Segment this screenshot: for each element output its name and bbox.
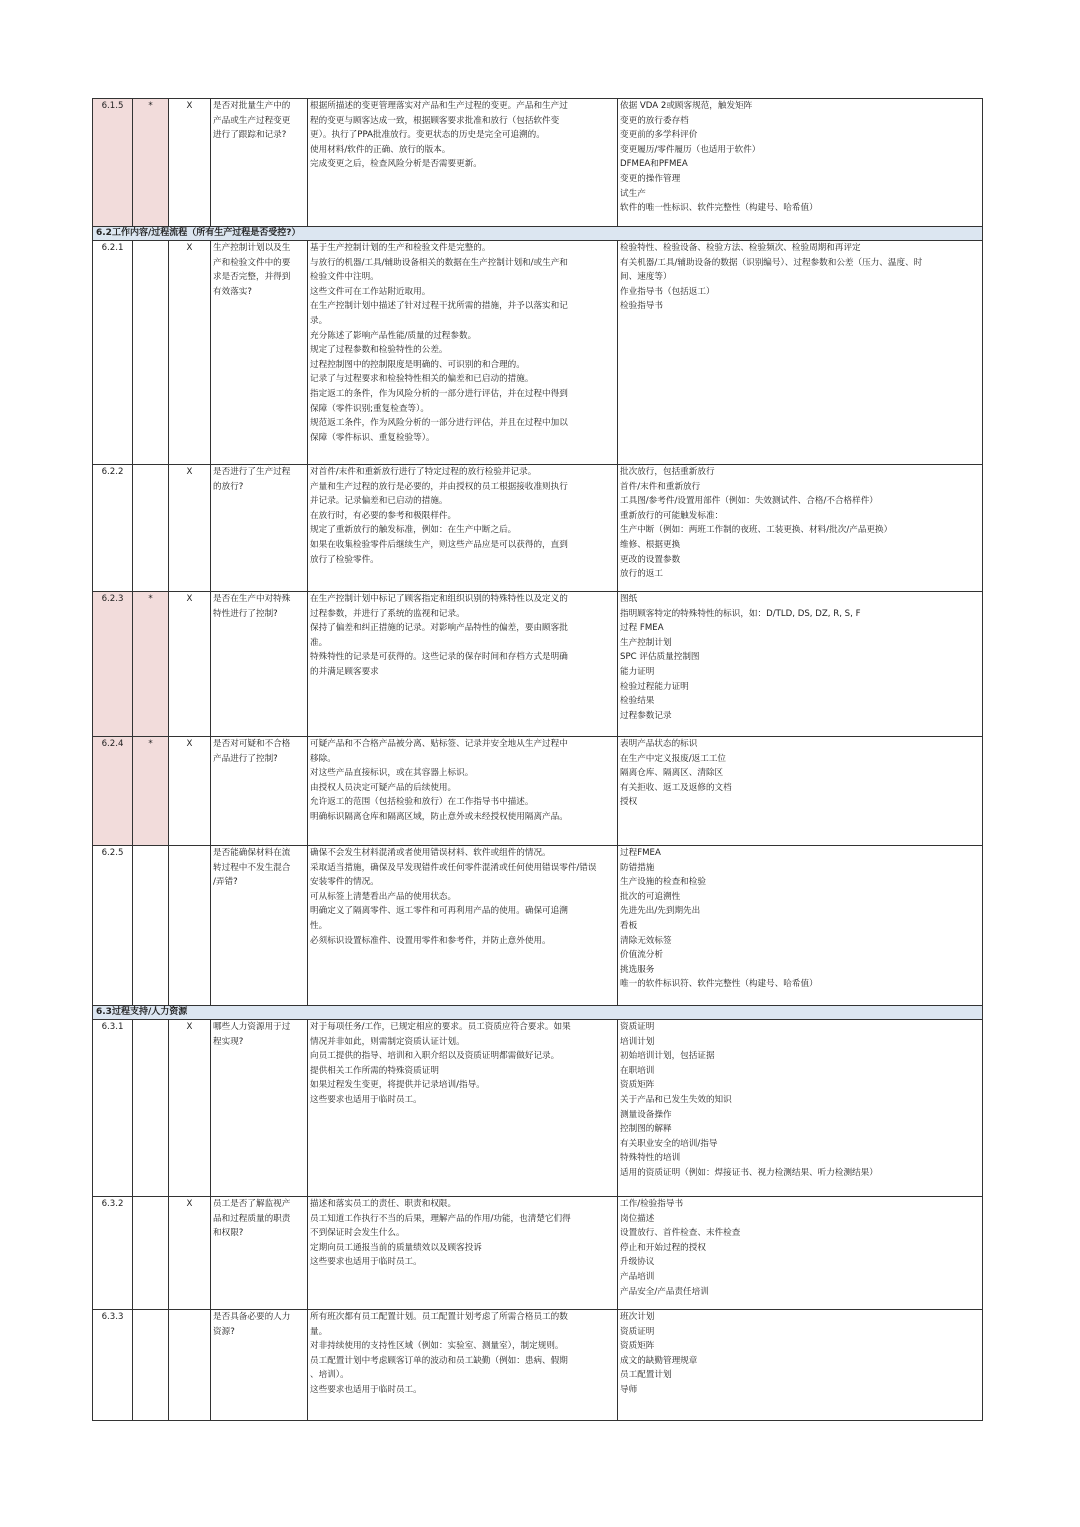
- text-line: 向员工提供的指导、培训和入职介绍以及资质证明都需做好记录。: [310, 1051, 560, 1062]
- text-line: 看板: [620, 920, 638, 931]
- question-cell: [211, 241, 308, 465]
- section-header-row: [93, 227, 983, 241]
- text-line: 工作/检验指导书: [620, 1199, 684, 1209]
- text-line: 哪些人力资源用于过: [213, 1022, 291, 1032]
- text-line: 依据 VDA 2或顾客规范，触发矩阵: [620, 101, 753, 111]
- text-line: 、培训）。: [310, 1370, 349, 1381]
- text-line: 对这些产品直接标识，或在其容器上标识。: [310, 768, 474, 779]
- text-line: 是否对可疑和不合格: [213, 739, 291, 749]
- requirements-cell: [308, 846, 618, 1006]
- text-line: 如果过程发生变更，将提供并记录培训/指导。: [310, 1080, 485, 1091]
- examples-cell: [618, 737, 983, 846]
- text-line: 在职培训: [620, 1065, 655, 1076]
- text-line: 这些文件可在工作站附近取用。: [310, 286, 431, 297]
- text-line: 在放行时，有必要的参考和极限样件。: [310, 510, 457, 521]
- question-cell: [211, 465, 308, 592]
- text-line: 可疑产品和不合格产品被分离、贴标签、记录并安全地从生产过程中: [310, 739, 568, 749]
- text-line: 首件/末件和重新放行: [620, 481, 701, 492]
- examples-cell: [618, 846, 983, 1006]
- text-line: 的并满足顾客要求: [310, 666, 379, 677]
- examples-cell: [618, 1310, 983, 1421]
- text-line: 隔离仓库、隔离区、清除区: [620, 768, 724, 779]
- question-cell: [211, 846, 308, 1006]
- item-number: 6.3.1: [93, 1020, 133, 1197]
- text-line: 不到保证时会发生什么。: [310, 1228, 405, 1239]
- examples-cell: [618, 1020, 983, 1197]
- text-line: 使用材料/软件的正确、放行的版本。: [310, 144, 451, 155]
- text-line: 过程参数记录: [620, 710, 672, 721]
- text-line: 价值流分析: [620, 950, 663, 961]
- text-line: 员工是否了解监视产: [213, 1199, 291, 1209]
- text-line: 检验指导书: [620, 301, 663, 312]
- audit-checklist-table: [92, 98, 983, 1421]
- x-marker: X: [169, 592, 211, 737]
- text-line: 停止和开始过程的授权: [620, 1242, 706, 1253]
- text-line: 唯一的软件标识符、软件完整性（构建号、哈希值）: [620, 979, 818, 990]
- text-line: 对首件/末件和重新放行进行了特定过程的放行检验并记录。: [310, 467, 537, 477]
- requirements-cell: [308, 1197, 618, 1310]
- text-line: 关于产品和已发生失效的知识: [620, 1094, 732, 1105]
- question-cell: [211, 1020, 308, 1197]
- examples-cell: [618, 99, 983, 227]
- text-line: 挑选服务: [620, 964, 655, 975]
- text-line: 资质证明: [620, 1326, 655, 1337]
- text-line: 培训计划: [620, 1036, 655, 1047]
- x-marker: X: [169, 1020, 211, 1197]
- text-line: 放行的返工: [620, 569, 663, 580]
- text-line: 控制图的解释: [620, 1124, 672, 1135]
- text-line: 情况并非如此，则需制定资质认证计划。: [310, 1036, 465, 1047]
- text-line: 员工配置计划: [620, 1370, 672, 1381]
- text-line: 软件的唯一性标识、软件完整性（构建号、哈希值）: [620, 203, 818, 214]
- text-line: 进行了跟踪和记录?: [213, 130, 287, 141]
- text-line: 适用的资质证明（例如：焊接证书、视力检测结果、听力检测结果）: [620, 1167, 878, 1178]
- text-line: 规定了重新放行的触发标准，例如：在生产中断之后。: [310, 525, 517, 536]
- text-line: 更）。执行了PPA批准放行。变更状态的历史是完全可追溯的。: [310, 130, 545, 141]
- table-row: [93, 1197, 983, 1310]
- text-line: 明确定义了隔离零件、返工零件和可再利用产品的使用。确保可追溯: [310, 906, 568, 917]
- requirements-cell: [308, 1310, 618, 1421]
- text-line: 与放行的机器/工具/辅助设备相关的数据在生产控制计划和/或生产和: [310, 257, 568, 268]
- text-line: 品和过程质量的职责: [213, 1213, 291, 1224]
- text-line: 产品或生产过程变更: [213, 115, 291, 126]
- requirements-cell: [308, 592, 618, 737]
- question-cell: [211, 1197, 308, 1310]
- table-row: [93, 737, 983, 846]
- table-row: [93, 99, 983, 227]
- table-row: [93, 846, 983, 1006]
- text-line: 班次计划: [620, 1312, 655, 1322]
- text-line: 确保不会发生材料混淆或者使用错误材料、软件或组件的情况。: [310, 848, 551, 858]
- x-marker: X: [169, 99, 211, 227]
- star-marker: [133, 1020, 169, 1197]
- requirements-cell: [308, 99, 618, 227]
- star-marker: *: [133, 737, 169, 846]
- text-line: 岗位描述: [620, 1213, 655, 1224]
- text-line: 提供相关工作所需的特殊资质证明: [310, 1065, 439, 1076]
- text-line: 可从标签上清楚看出产品的使用状态。: [310, 891, 457, 902]
- text-line: 特殊特性的培训: [620, 1153, 681, 1164]
- text-line: 变更履历/零件履历（也适用于软件）: [620, 144, 761, 155]
- text-line: 这些要求也适用于临时员工。: [310, 1094, 422, 1105]
- star-marker: [133, 241, 169, 465]
- text-line: 资质矩阵: [620, 1341, 655, 1352]
- examples-cell: [618, 241, 983, 465]
- text-line: 变更前的多学科评价: [620, 130, 698, 141]
- requirements-cell: [308, 465, 618, 592]
- text-line: 授权: [620, 797, 638, 808]
- text-line: 作业指导书（包括返工）: [620, 286, 715, 297]
- text-line: 完成变更之后，检查风险分析是否需要更新。: [310, 159, 482, 170]
- x-marker: [169, 846, 211, 1006]
- text-line: 量。: [310, 1326, 328, 1337]
- text-line: 所有班次都有员工配置计划。员工配置计划考虑了所需合格员工的数: [310, 1312, 568, 1322]
- text-line: 生产控制计划: [620, 637, 672, 648]
- examples-cell: [618, 592, 983, 737]
- x-marker: X: [169, 465, 211, 592]
- text-line: 产品培训: [620, 1271, 655, 1282]
- text-line: 基于生产控制计划的生产和检验文件是完整的。: [310, 243, 491, 253]
- text-line: 检验结果: [620, 696, 655, 707]
- text-line: 导师: [620, 1384, 638, 1395]
- text-line: 并记录。记录偏差和已启动的措施。: [310, 496, 448, 507]
- text-line: 和权限?: [213, 1228, 244, 1239]
- text-line: 保持了偏差和纠正措施的记录。对影响产品特性的偏差，要由顾客批: [310, 623, 568, 634]
- text-line: 性。: [310, 920, 328, 931]
- text-line: 试生产: [620, 188, 646, 199]
- text-line: 有效落实?: [213, 286, 252, 297]
- text-line: 明确标识隔离仓库和隔离区域，防止意外或未经授权使用隔离产品。: [310, 811, 568, 822]
- text-line: 成文的缺勤管理规章: [620, 1355, 698, 1366]
- question-cell: [211, 1310, 308, 1421]
- star-marker: *: [133, 592, 169, 737]
- text-line: 变更的放行委存档: [620, 115, 689, 126]
- text-line: 转过程中不发生混合: [213, 862, 291, 873]
- text-line: 记录了与过程要求和检验特性相关的偏差和已启动的措施。: [310, 374, 534, 385]
- text-line: 资源?: [213, 1326, 235, 1337]
- text-line: 有关拒收、返工及返修的文档: [620, 782, 732, 793]
- text-line: 保障（零件识别;重复检查等）。: [310, 403, 429, 414]
- text-line: 生产中断（例如：两班工作制的夜班、工装更换、材料/批次/产品更换）: [620, 525, 893, 536]
- text-line: 特性进行了控制?: [213, 608, 278, 619]
- question-cell: [211, 592, 308, 737]
- star-marker: [133, 465, 169, 592]
- text-line: 指定返工的条件，作为风险分析的一部分进行评估，并在过程中得到: [310, 388, 568, 399]
- text-line: 检验文件中注明。: [310, 272, 379, 283]
- text-line: 变更的操作管理: [620, 173, 681, 184]
- text-line: 间、速度等）: [620, 272, 672, 283]
- text-line: 产量和生产过程的放行是必要的，并由授权的员工根据接收准则执行: [310, 481, 568, 492]
- text-line: 是否进行了生产过程: [213, 467, 291, 477]
- text-line: 必须标识设置标准件、设置用零件和参考件，并防止意外使用。: [310, 935, 551, 946]
- text-line: 初始培训计划，包括证据: [620, 1051, 715, 1062]
- text-line: 如果在收集检验零件后继续生产，则这些产品应是可以获得的，直到: [310, 539, 568, 550]
- text-line: 是否能确保材料在流: [213, 848, 291, 858]
- text-line: 由授权人员决定可疑产品的后续使用。: [310, 782, 457, 793]
- text-line: 规范返工条件，作为风险分析的一部分进行评估，并且在过程中加以: [310, 418, 568, 429]
- text-line: 定期向员工通报当前的质量绩效以及顾客投诉: [310, 1242, 482, 1253]
- item-number: 6.1.5: [93, 99, 133, 227]
- table-row: [93, 1310, 983, 1421]
- text-line: 放行了检验零件。: [310, 554, 379, 565]
- text-line: 根据所描述的变更管理落实对产品和生产过程的变更。产品和生产过: [310, 101, 568, 111]
- text-line: 产和检验文件中的要: [213, 257, 291, 268]
- question-cell: [211, 737, 308, 846]
- text-line: 求是否完整，并得到: [213, 272, 291, 283]
- text-line: /弄错?: [213, 877, 238, 888]
- text-line: 描述和落实员工的责任、职责和权限。: [310, 1199, 457, 1209]
- text-line: 批次放行，包括重新放行: [620, 467, 715, 477]
- text-line: 允许返工的范围（包括检验和放行）在工作指导书中描述。: [310, 797, 534, 808]
- text-line: 过程FMEA: [620, 848, 661, 858]
- text-line: 维修、根据更换: [620, 539, 681, 550]
- item-number: 6.3.3: [93, 1310, 133, 1421]
- text-line: 程的变更与顾客达成一致，根据顾客要求批准和放行（包括软件变: [310, 115, 560, 126]
- text-line: 过程参数，并进行了系统的监视和记录。: [310, 608, 465, 619]
- text-line: 这些要求也适用于临时员工。: [310, 1257, 422, 1268]
- text-line: 设置放行、首件检查、末件检查: [620, 1228, 741, 1239]
- text-line: 在生产控制计划中标记了顾客指定和组织识别的特殊特性以及定义的: [310, 594, 568, 604]
- text-line: 批次的可追溯性: [620, 891, 681, 902]
- text-line: 员工知道工作执行不当的后果，理解产品的作用/功能，也清楚它们得: [310, 1213, 571, 1224]
- text-line: 保障（零件标识、重复检验等）。: [310, 432, 435, 443]
- text-line: 生产控制计划以及生: [213, 243, 291, 253]
- x-marker: X: [169, 737, 211, 846]
- text-line: 特殊特性的记录是可获得的。这些记录的保存时间和存档方式是明确: [310, 652, 568, 663]
- examples-cell: [618, 1197, 983, 1310]
- star-marker: [133, 1310, 169, 1421]
- requirements-cell: [308, 241, 618, 465]
- text-line: 指明顾客特定的特殊特性的标识，如：D/TLD, DS, DZ, R, S, F: [620, 608, 861, 619]
- text-line: 检验特性、检验设备、检验方法、检验频次、检验周期和再评定: [620, 243, 861, 253]
- text-line: 测量设备操作: [620, 1109, 672, 1120]
- text-line: 的放行?: [213, 481, 244, 492]
- table-row: [93, 592, 983, 737]
- text-line: 先进先出/先到期先出: [620, 906, 701, 917]
- text-line: 员工配置计划中考虑顾客订单的波动和员工缺勤（例如：患病、假期: [310, 1355, 568, 1366]
- text-line: 生产设施的检查和检验: [620, 877, 706, 888]
- text-line: DFMEA和PFMEA: [620, 159, 688, 170]
- table-row: [93, 1020, 983, 1197]
- x-marker: X: [169, 241, 211, 465]
- text-line: 是否对批量生产中的: [213, 101, 291, 111]
- text-line: 能力证明: [620, 666, 655, 677]
- star-marker: [133, 1197, 169, 1310]
- text-line: 工具图/参考件/设置用部件（例如：失效测试件、合格/不合格样件）: [620, 496, 878, 507]
- text-line: 移除。: [310, 753, 336, 764]
- text-line: 防错措施: [620, 862, 655, 873]
- text-line: 资质矩阵: [620, 1080, 655, 1091]
- item-number: 6.2.2: [93, 465, 133, 592]
- requirements-cell: [308, 1020, 618, 1197]
- x-marker: X: [169, 1197, 211, 1310]
- item-number: 6.2.1: [93, 241, 133, 465]
- section-header-row: [93, 1006, 983, 1020]
- text-line: 过程控制图中的控制限度是明确的、可识别的和合理的。: [310, 359, 525, 370]
- text-line: 安装零件的情况。: [310, 877, 379, 888]
- text-line: 图纸: [620, 594, 638, 604]
- question-cell: [211, 99, 308, 227]
- table-row: [93, 465, 983, 592]
- text-line: 产品进行了控制?: [213, 753, 278, 764]
- text-line: 有关职业安全的培训/指导: [620, 1138, 718, 1149]
- item-number: 6.2.3: [93, 592, 133, 737]
- examples-cell: [618, 465, 983, 592]
- item-number: 6.3.2: [93, 1197, 133, 1310]
- text-line: 录。: [310, 315, 328, 326]
- text-line: 是否在生产中对特殊: [213, 594, 291, 604]
- requirements-cell: [308, 737, 618, 846]
- text-line: 在生产控制计划中描述了针对过程干扰所需的措施，并予以落实和记: [310, 301, 568, 312]
- star-marker: [133, 846, 169, 1006]
- text-line: 更改的设置参数: [620, 554, 681, 565]
- text-line: 充分陈述了影响产品性能/质量的过程参数。: [310, 330, 477, 341]
- text-line: 有关机器/工具/辅助设备的数据（识别编号）、过程参数和公差（压力、温度、时: [620, 257, 923, 268]
- text-line: 对于每项任务/工作，已规定相应的要求。员工资质应符合要求。如果: [310, 1022, 571, 1032]
- item-number: 6.2.5: [93, 846, 133, 1006]
- text-line: 表明产品状态的标识: [620, 739, 698, 749]
- table-row: [93, 241, 983, 465]
- text-line: 过程 FMEA: [620, 623, 664, 634]
- text-line: 产品安全/产品责任培训: [620, 1286, 709, 1297]
- text-line: 升级协议: [620, 1257, 655, 1268]
- text-line: 这些要求也适用于临时员工。: [310, 1384, 422, 1395]
- text-line: 规定了过程参数和检验特性的公差。: [310, 345, 448, 356]
- text-line: 对非持续使用的支持性区域（例如：实验室、测量室），制定规则。: [310, 1341, 564, 1352]
- text-line: 准。: [310, 637, 328, 648]
- text-line: 检验过程能力证明: [620, 681, 689, 692]
- star-marker: *: [133, 99, 169, 227]
- item-number: 6.2.4: [93, 737, 133, 846]
- text-line: 是否具备必要的人力: [213, 1312, 291, 1322]
- text-line: 程实现?: [213, 1036, 244, 1047]
- text-line: 采取适当措施，确保及早发现错件或任何零件混淆或任何使用错误零件/错误: [310, 862, 597, 873]
- text-line: 在生产中定义报废/返工工位: [620, 753, 727, 764]
- text-line: 重新放行的可能触发标准：: [620, 510, 724, 521]
- section-title: 6.3过程支持/人力资源: [93, 1006, 983, 1020]
- section-title: 6.2工作内容/过程流程（所有生产过程是否受控?）: [93, 227, 983, 241]
- x-marker: [169, 1310, 211, 1421]
- text-line: 资质证明: [620, 1022, 655, 1032]
- text-line: SPC 评估质量控制图: [620, 652, 700, 663]
- text-line: 清除无效标签: [620, 935, 672, 946]
